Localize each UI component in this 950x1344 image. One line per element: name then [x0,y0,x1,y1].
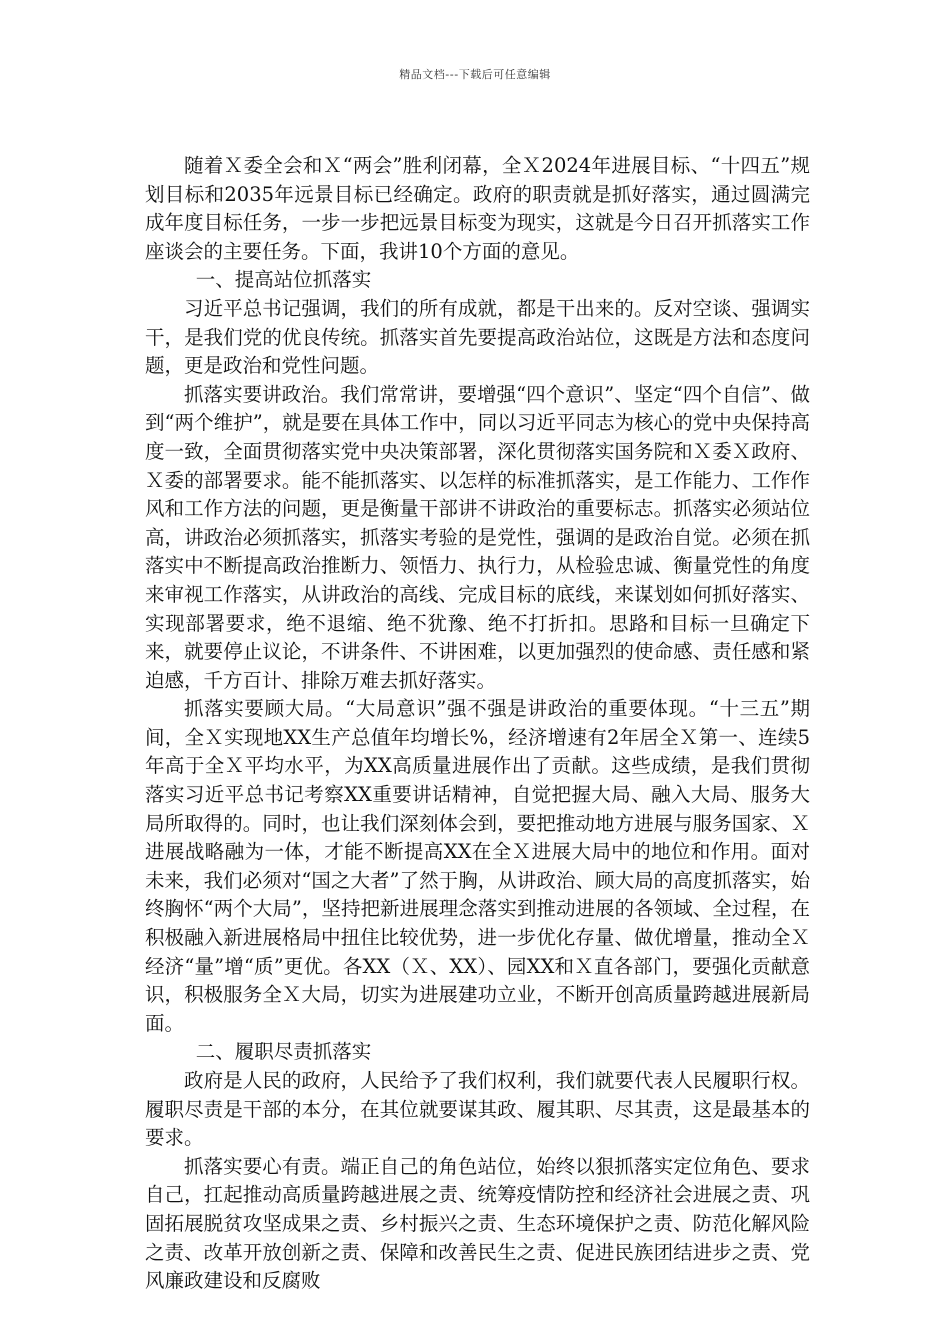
section-heading-1: 一、提高站位抓落实 [195,268,372,292]
body-paragraph: 抓落实要心有责。端正自己的角色站位，始终以狠抓落实定位角色、要求自己，扛起推动高质量跨越进展之责、统筹疫情防控和经济社会进展之责、巩固拓展脱贫攻坚成果之责、乡村振兴之责、生态环境保护之责、防范化解风险之责、改革开放创新之责、保障和改善民生之责、促进民族团结进步之责、党风廉政建设和反腐败 [145,1154,810,1293]
body-paragraph: 习近平总书记强调，我们的所有成就，都是干出来的。反对空谈、强调实干，是我们党的优良传统。抓落实首先要提高政治站位，这既是方法和态度问题，更是政治和党性问题。 [145,296,810,378]
body-paragraph: 抓落实要顾大局。“大局意识”强不强是讲政治的重要体现。“十三五”期间，全Ｘ实现地XX生产总值年均增长%，经济增速有2年居全Ｘ第一、连续5年高于全Ｘ平均水平，为XX高质量进展作出了贡献。这些成绩，是我们贯彻落实习近平总书记考察XX重要讲话精神，自觉把握大局、融入大局、服务大局所取得的。同时，也让我们深刻体会到，要把推动地方进展与服务国家、Ｘ进展战略融为一体，才能不断提高XX在全Ｘ进展大局中的地位和作用。面对未来，我们必须对“国之大者”了然于胸，从讲政治、顾大局的高度抓落实，始终胸怀“两个大局”，坚持把新进展理念落实到推动进展的各领域、全过程，在积极融入新进展格局中扭住比较优势，进一步优化存量、做优增量，推动全Ｘ经济“量”增“质”更优。各XX（Ｘ、XX）、园XX和Ｘ直各部门，要强化贡献意识，积极服务全Ｘ大局，切实为进展建功立业，不断开创高质量跨越进展新局面。 [145,697,810,1035]
section-heading-2: 二、履职尽责抓落实 [195,1040,372,1064]
page-header: 精品文档---下载后可任意编辑 [399,68,551,81]
intro-paragraph: 随着Ｘ委全会和Ｘ“两会”胜利闭幕，全Ｘ2024年进展目标、“十四五”规划目标和2035年远景目标已经确定。政府的职责就是抓好落实，通过圆满完成年度目标任务，一步一步把远景目标变为现实，这就是今日召开抓落实工作座谈会的主要任务。下面，我讲10个方面的意见。 [145,154,810,263]
body-paragraph: 政府是人民的政府，人民给予了我们权利，我们就要代表人民履职行权。履职尽责是干部的本分，在其位就要谋其政、履其职、尽其责，这是最基本的要求。 [145,1069,810,1150]
document-body [145,152,810,1296]
body-paragraph: 抓落实要讲政治。我们常常讲，要增强“四个意识”、坚定“四个自信”、做到“两个维护”，就是要在具体工作中，同以习近平同志为核心的党中央保持高度一致，全面贯彻落实党中央决策部署，深化贯彻落实国务院和Ｘ委Ｘ政府、Ｘ委的部署要求。能不能抓落实、以怎样的标准抓落实，是工作能力、工作作风和工作方法的问题，更是衡量干部讲不讲政治的重要标志。抓落实必须站位高，讲政治必须抓落实，抓落实考验的是党性，强调的是政治自觉。必须在抓落实中不断提高政治推断力、领悟力、执行力，从检验忠诚、衡量党性的角度来审视工作落实，从讲政治的高线、完成目标的底线，来谋划如何抓好落实、实现部署要求，绝不退缩、绝不犹豫、绝不打折扣。思路和目标一旦确定下来，就要停止议论，不讲条件、不讲困难，以更加强烈的使命感、责任感和紧迫感，千方百计、排除万难去抓好落实。 [145,382,810,692]
